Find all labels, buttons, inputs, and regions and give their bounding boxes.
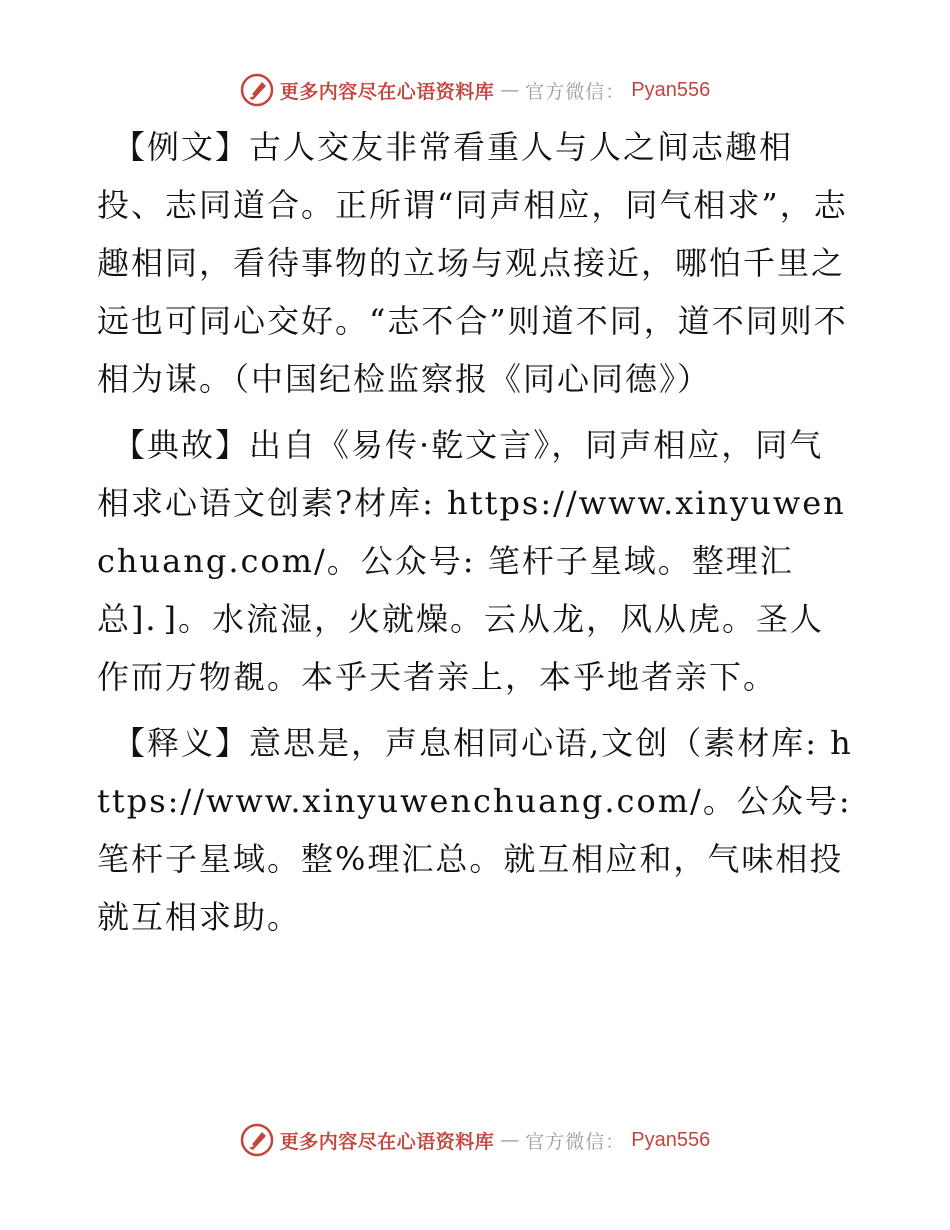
wechat-id: Pyan556 <box>631 1128 711 1151</box>
wechat-label: 官方微信： <box>525 80 626 103</box>
paragraph-tag: 【例文】 <box>113 128 250 166</box>
footer-watermark-banner <box>0 1120 950 1160</box>
paragraph-tag: 【释义】 <box>113 724 250 762</box>
paragraph-text: 古人交友非常看重人与人之间志趣相投、志同道合。正所谓“同声相应，同气相求”，志趣相同，看待事物的立场与观点接近，哪怕千里之远也可同心交好。“志不合”则道不同，道不同则不相为谋。（中国纪检监察报《同心同德》） <box>97 128 848 398</box>
wechat-label: 官方微信： <box>525 1130 626 1153</box>
header-watermark-banner <box>0 70 950 110</box>
document-body <box>97 118 857 954</box>
brand-separator: — <box>500 1129 520 1151</box>
pen-nib-logo-icon <box>240 1123 274 1157</box>
paragraph-allusion <box>97 416 857 706</box>
brand-separator: — <box>500 79 520 101</box>
paragraph-tag: 【典故】 <box>113 426 250 464</box>
pen-nib-logo-icon <box>240 73 274 107</box>
brand-text: 更多内容尽在心语资料库 <box>279 1130 495 1153</box>
wechat-id: Pyan556 <box>631 78 711 101</box>
paragraph-meaning <box>97 714 857 946</box>
paragraph-text: 意思是，声息相同心语,文创（素材库: https://www.xinyuwenchuang.com/。公众号: 笔杆子星域。整%理汇总。就互相应和，气味相投就互相求助。 <box>97 724 853 936</box>
paragraph-example <box>97 118 857 408</box>
paragraph-text: 出自《易传·乾文言》，同声相应，同气相求心语文创素?材库: https://www.xinyuwenchuang.com/。公众号: 笔杆子星域。整理汇总]．]。水流湿，火就燥。云从龙，风从虎。圣人作而万物覩。本乎天者亲上，本乎地者亲下。 <box>97 426 846 696</box>
brand-text: 更多内容尽在心语资料库 <box>279 80 495 103</box>
